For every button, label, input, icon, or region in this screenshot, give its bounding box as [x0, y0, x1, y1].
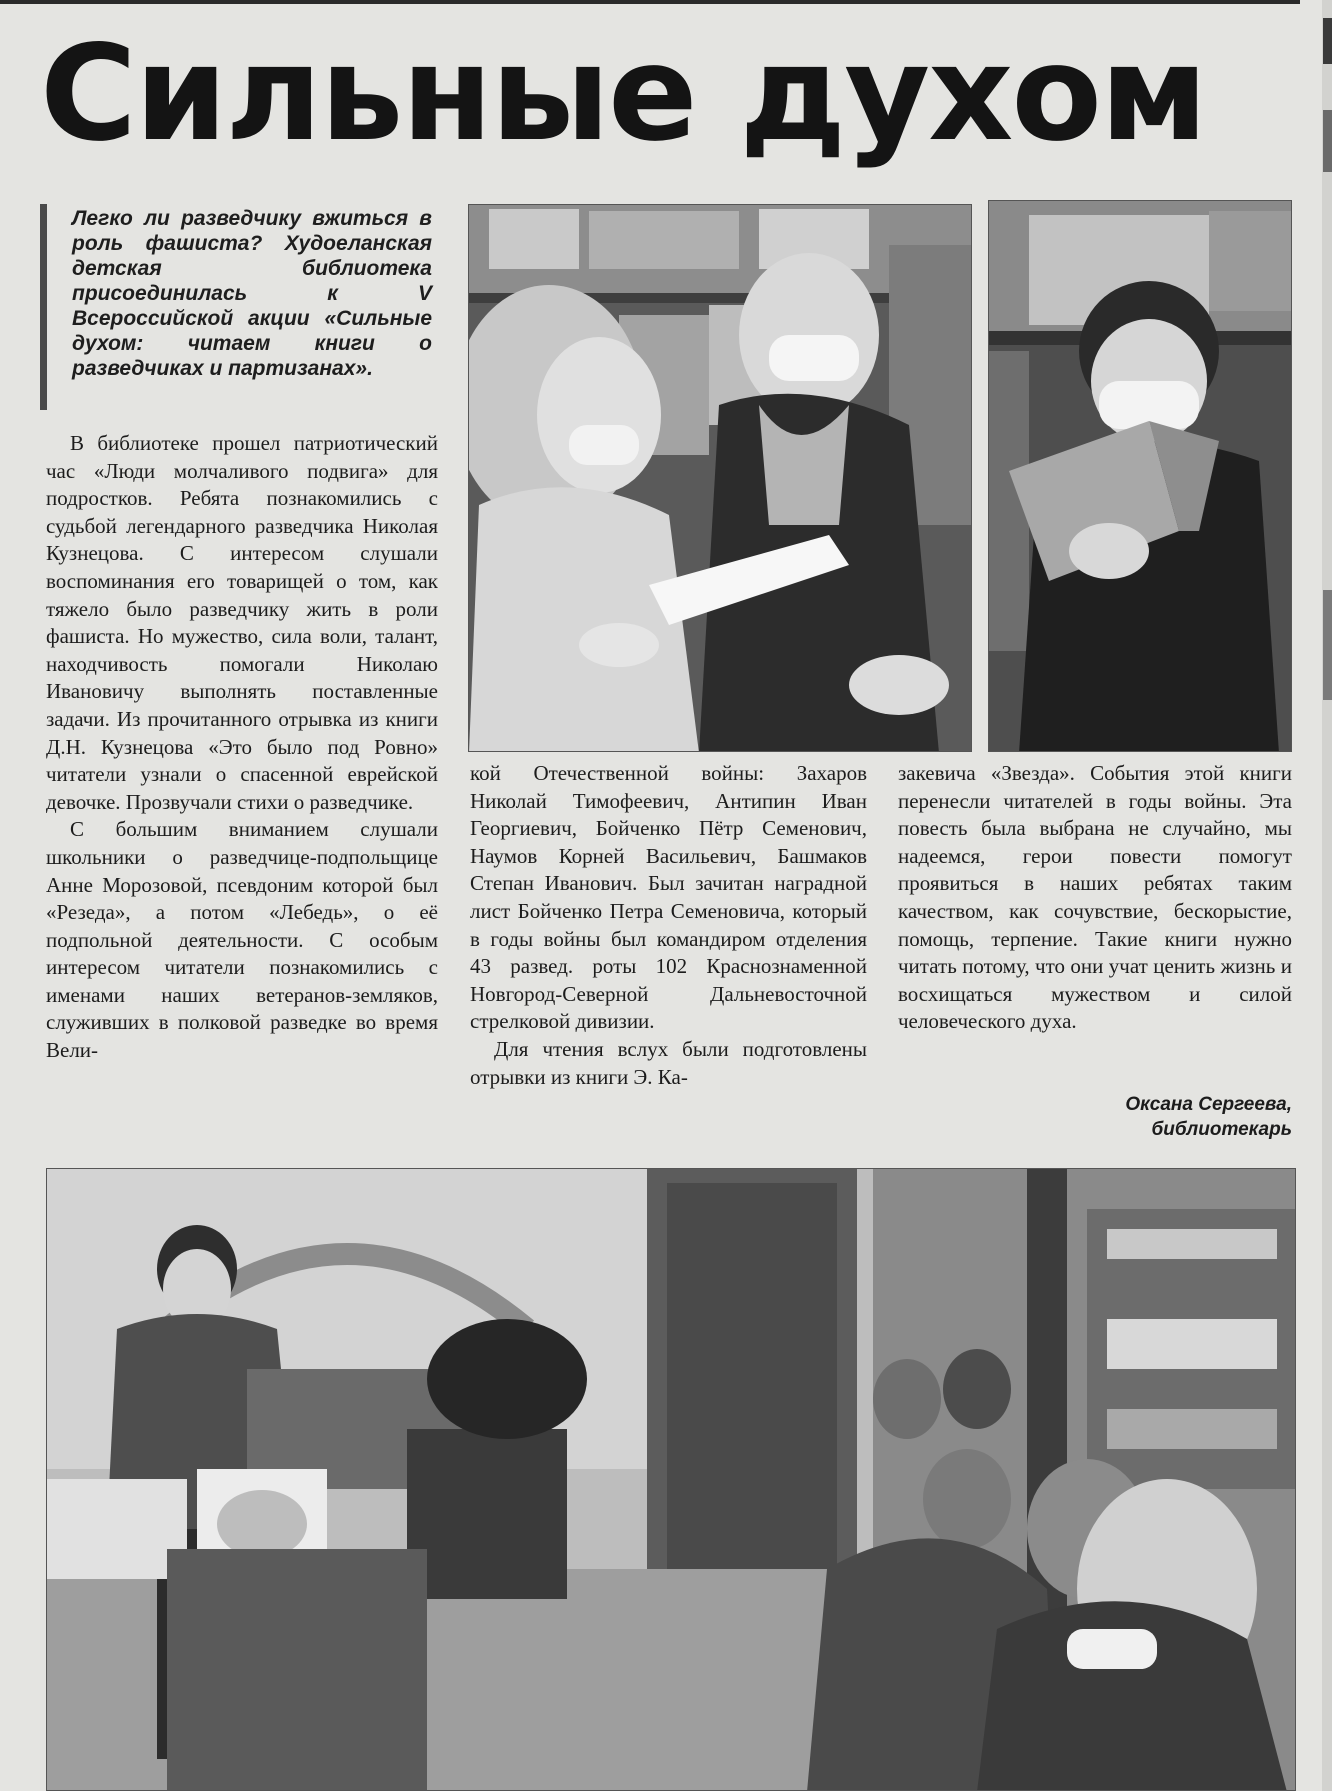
photo-boy-reading: [988, 200, 1292, 752]
adjacent-page-strip: [1322, 0, 1332, 1791]
adjacent-page-mark: [1323, 18, 1332, 64]
lead-bar: [40, 204, 47, 410]
article-paragraph: В библиотеке прошел патриотический час «Люди молчаливого подвига» для подростков. Ребята познакомились с судьбой легендарного разведчика Николая Кузнецова. С интересом слушали воспоминания его товарищей о том, как тяжело было разведчику жить в роли фашиста. Но мужество, сила воли, талант, находчивость помогали Николаю Ивановичу выполнять поставленные задачи. Из прочитанного отрывка из книги Д.Н. Кузнецова «Это было под Ровно» читатели узнали о спасенной еврейской девочке. Прозвучали стихи о разведчике.: [46, 431, 438, 814]
byline: [898, 1092, 1292, 1142]
byline-role: библиотекарь: [1151, 1119, 1292, 1140]
article-paragraph: кой Отечественной войны: Захаров Николай Тимофеевич, Антипин Иван Георгиевич, Бойченко Пётр Семенович, Наумов Корней Васильевич, Башмаков Степан Иванович. Был зачитан наградной лист Бойченко Петра Семеновича, который в годы войны был командиром отделения 43 развед. роты 102 Краснознаменной Новгород-Северной Дальневосточной стрелковой дивизии.: [470, 761, 867, 1034]
photo-girls-reading: [468, 204, 972, 752]
top-rule: [0, 0, 1300, 4]
article-column-2: [470, 760, 867, 1091]
article-column-1: [46, 430, 438, 1065]
article-paragraph: закевича «Звезда». События этой книги перенесли читателей в годы войны. Эта повесть была выбрана не случайно, мы надеемся, герои повести помогут проявиться в наших ребятах таким качеством, как сочувствие, бескорыстие, помощь, терпение. Такие книги нужно читать потому, что они учат ценить жизнь и восхищаться мужеством и силой человеческого духа.: [898, 761, 1292, 1034]
article-column-3: [898, 760, 1292, 1036]
adjacent-page-mark: [1323, 590, 1332, 700]
photo-library-event: [46, 1168, 1296, 1791]
lead-paragraph: Легко ли разведчику вжиться в роль фашиста? Худоеланская детская библиотека присоединилась к V Всероссийской акции «Сильные духом: читаем книги о разведчиках и партизанах».: [72, 207, 432, 380]
adjacent-page-mark: [1323, 110, 1332, 172]
headline: Сильные духом: [40, 17, 1206, 171]
byline-author: Оксана Сергеева,: [1125, 1094, 1292, 1115]
article-paragraph: Для чтения вслух были подготовлены отрывки из книги Э. Ка-: [470, 1036, 867, 1089]
article-paragraph: С большим вниманием слушали школьники о разведчице-подпольщице Анне Морозовой, псевдоним которой был «Резеда», а потом «Лебедь», о её подпольной деятельности. С особым интересом читатели познакомились с именами наших ветеранов-земляков, служивших в полковой разведке во время Вели-: [46, 817, 438, 1063]
